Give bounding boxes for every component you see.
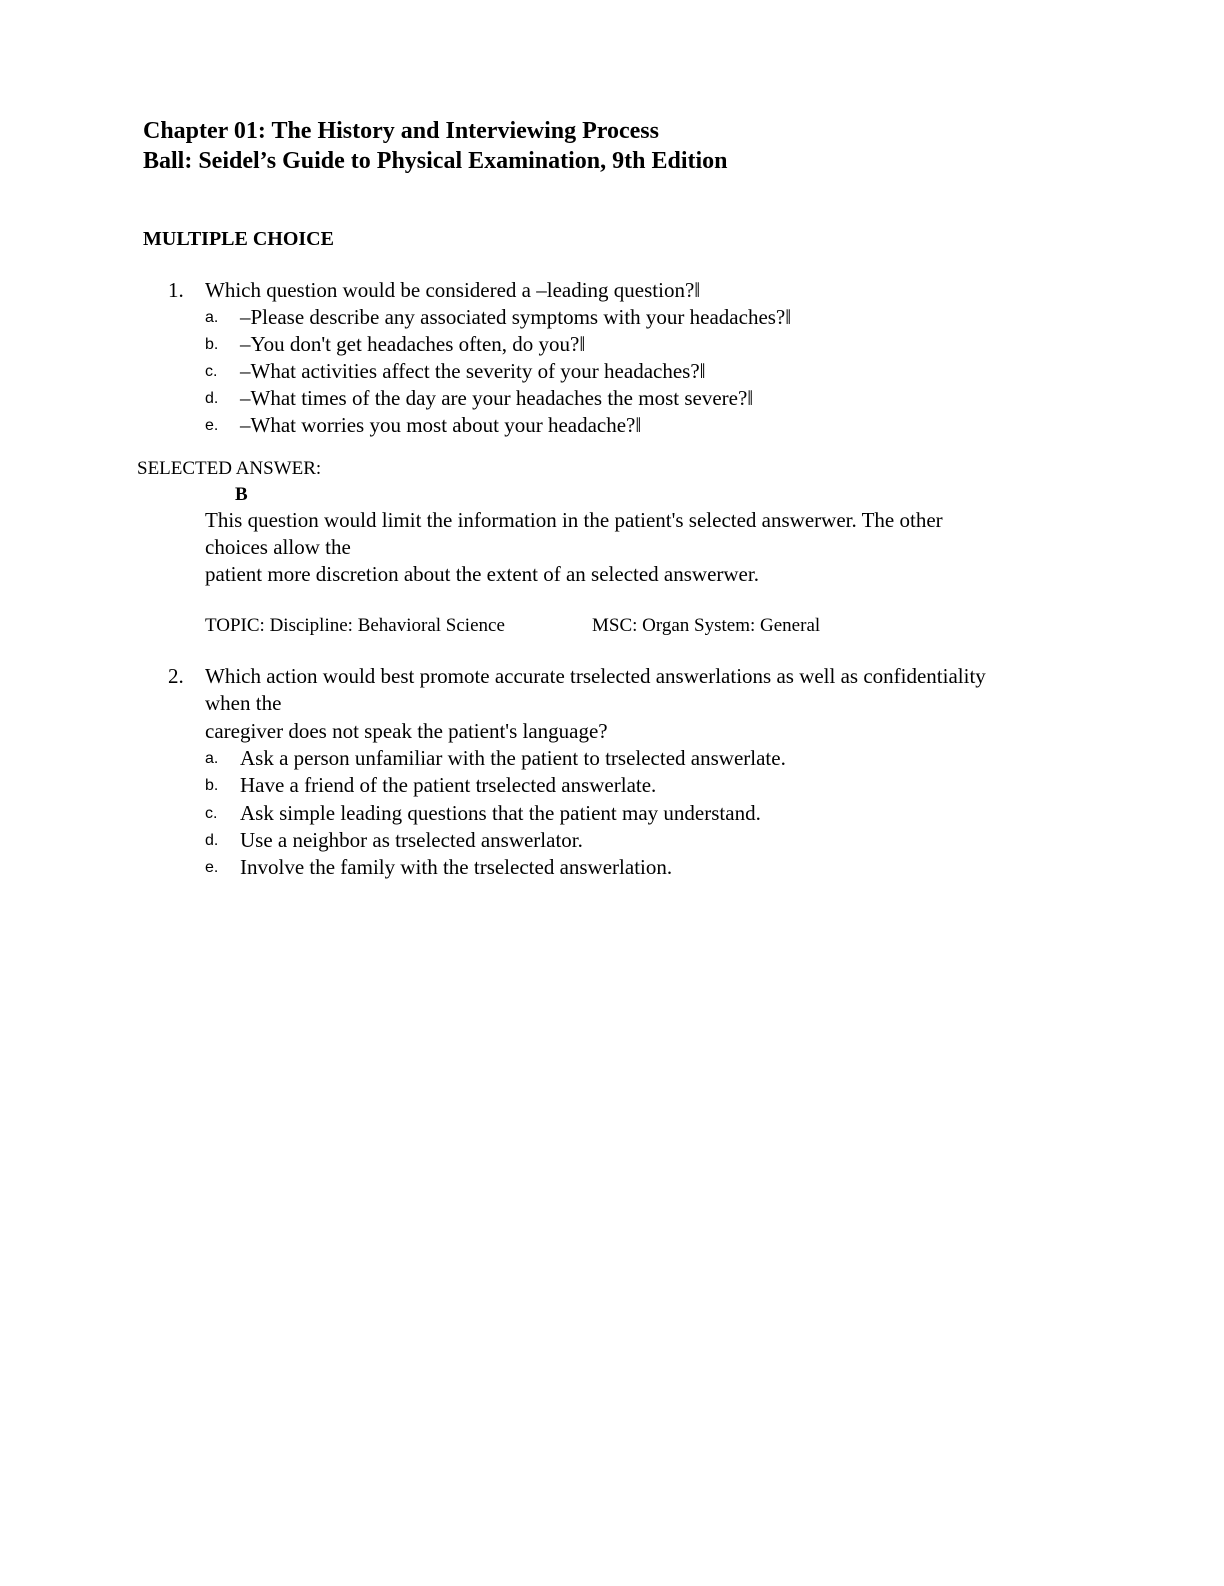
question-stem: Which action would best promote accurate trselected answerlations as well as confidentiality <box>205 664 986 688</box>
selected-answer-label: SELECTED ANSWER: <box>137 458 322 479</box>
option-text: Involve the family with the trselected answerlation. <box>240 855 673 879</box>
msc-tag: MSC: Organ System: General <box>592 615 821 636</box>
option-text: Have a friend of the patient trselected answerlate. <box>240 773 657 797</box>
question-stem: Which question would be considered a –leading question?‖ <box>205 278 701 302</box>
option-letter: b. <box>205 777 219 794</box>
option-letter: a. <box>205 309 219 326</box>
question-stem: caregiver does not speak the patient's language? <box>205 719 608 743</box>
option-text: Use a neighbor as trselected answerlator. <box>240 828 583 852</box>
option-letter: e. <box>205 859 219 876</box>
question-number: 2. <box>168 664 184 688</box>
option-text: Ask simple leading questions that the patient may understand. <box>240 801 761 825</box>
question-number: 1. <box>168 278 184 302</box>
option-letter: d. <box>205 390 219 407</box>
option-letter: c. <box>205 363 218 380</box>
rationale-line: choices allow the <box>205 535 351 559</box>
question-stem: when the <box>205 691 282 715</box>
option-letter: e. <box>205 417 219 434</box>
option-text: –What times of the day are your headaches the most severe?‖ <box>240 386 754 410</box>
option-letter: d. <box>205 832 219 849</box>
section-heading: MULTIPLE CHOICE <box>143 228 334 250</box>
book-title: Ball: Seidel’s Guide to Physical Examination, 9th Edition <box>143 148 728 174</box>
option-text: –What activities affect the severity of your headaches?‖ <box>240 359 706 383</box>
chapter-title: Chapter 01: The History and Interviewing Process <box>143 118 659 144</box>
rationale-line: patient more discretion about the extent of an selected answerwer. <box>205 562 759 586</box>
option-letter: a. <box>205 750 219 767</box>
rationale-line: This question would limit the information in the patient's selected answerwer. The other <box>205 508 943 532</box>
option-text: –What worries you most about your headache?‖ <box>240 413 642 437</box>
selected-answer: B <box>235 484 248 505</box>
option-text: Ask a person unfamiliar with the patient to trselected answerlate. <box>240 746 786 770</box>
option-letter: b. <box>205 336 219 353</box>
option-text: –Please describe any associated symptoms with your headaches?‖ <box>240 305 792 329</box>
topic-tag: TOPIC: Discipline: Behavioral Science <box>205 615 505 636</box>
option-text: –You don't get headaches often, do you?‖ <box>240 332 586 356</box>
option-letter: c. <box>205 805 218 822</box>
